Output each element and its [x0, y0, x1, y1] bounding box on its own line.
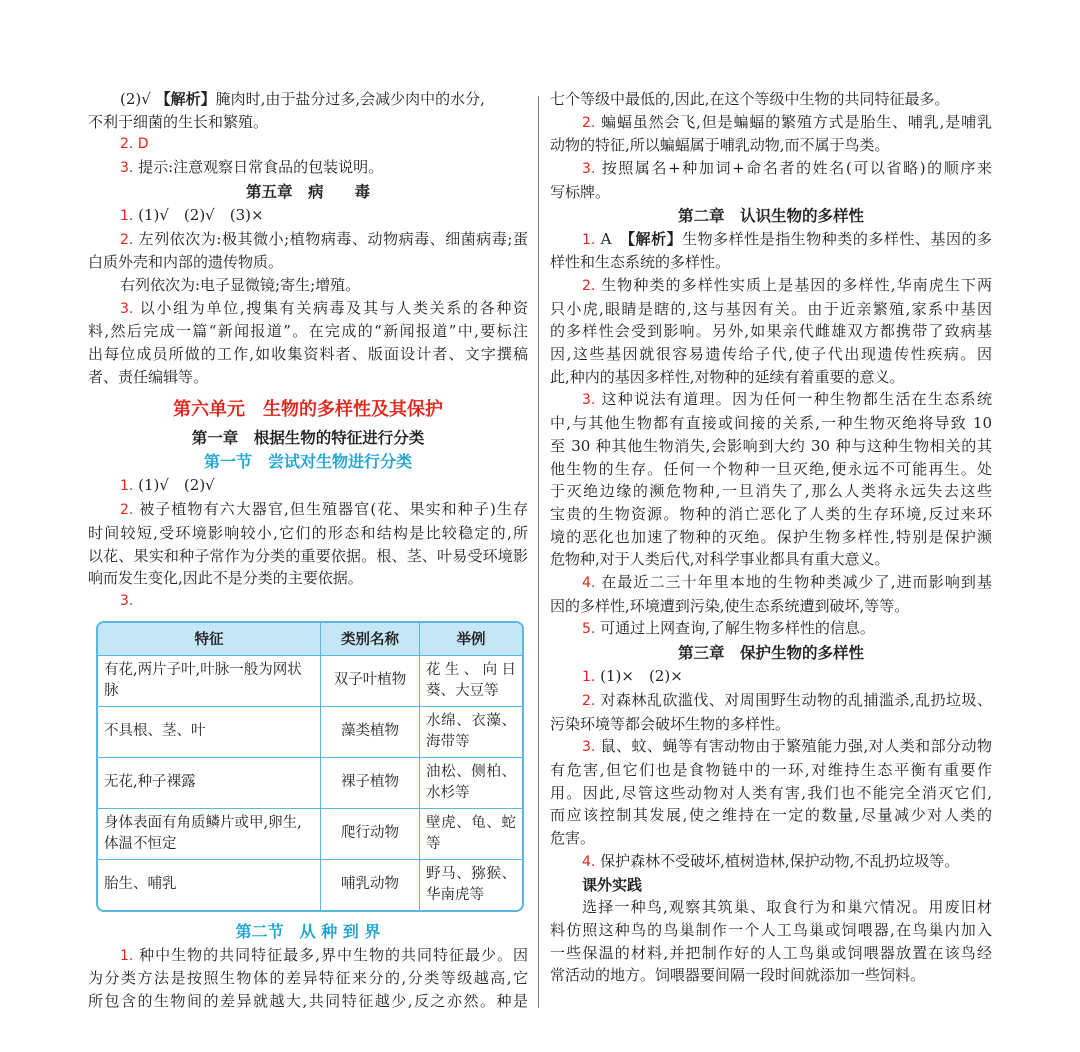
table-cell: 藻类植物 — [321, 707, 420, 758]
answer-line: 污染环境等都会破坏生物的多样性。 — [550, 714, 791, 733]
answer-line: 白质外壳和内部的遗传物质。 — [88, 253, 284, 272]
answer-line: 2. 生物种类的多样性实质上是基因的多样性,华南虎生下两 — [582, 275, 992, 294]
answer-line: 不利于细菌的生长和繁殖。 — [88, 112, 269, 131]
answer-line: 中,与其他生物都有直接或间接的关系,一种生物灭绝将导致 10 — [550, 414, 992, 433]
answer-line: 常活动的地方。饲喂器要间隔一段时间就添加一些饲料。 — [550, 966, 926, 985]
answer-line: 一些保温的材料,并把制作好的人工鸟巢或饲喂器放置在该鸟经 — [550, 943, 992, 962]
answer-line: 他生物的生存。任何一个物种一旦灭绝,便永远不可能再生。处 — [550, 459, 992, 478]
answer-line: 所包含的生物间的差异就越大,共同特征越少,反之亦然。种是 — [88, 992, 528, 1011]
table-cell: 胎生、哺乳 — [98, 860, 321, 910]
table-header: 类别名称 — [321, 623, 420, 656]
answer-line: 用。因此,尽管这些动物对人类有害,我们也不能完全消灭它们, — [550, 783, 992, 802]
table-row — [98, 860, 522, 910]
table-cell: 爬行动物 — [321, 809, 420, 860]
answer-line: 宝贵的生物资源。物种的消亡恶化了人类的生存环境,反过来环 — [550, 504, 992, 523]
answer-line: 2. 蝙蝠虽然会飞,但是蝙蝠的繁殖方式是胎生、哺乳,是哺乳 — [582, 112, 992, 131]
answer-line: 七个等级中最低的,因此,在这个等级中生物的共同特征最多。 — [550, 90, 950, 108]
answer-line: 样性和生态系统的多样性。 — [550, 253, 731, 272]
answer-line: 的多样性会受到影响。另外,如果亲代雌雄双方都携带了致病基 — [550, 322, 992, 341]
answer-line: 3. 鼠、蚊、蝇等有害动物由于繁殖能力强,对人类和部分动物 — [582, 737, 992, 756]
chapter-title: 第二章 认识生物的多样性 — [677, 206, 864, 225]
answer-line: 1. A 【解析】生物多样性是指生物种类的多样性、基因的多 — [582, 229, 992, 248]
answer-line: 3. 以小组为单位,搜集有关病毒及其与人类关系的各种资 — [120, 298, 528, 317]
answer-line: 右列依次为:电子显微镜;寄生;增殖。 — [120, 275, 361, 294]
table-cell: 花生、向日葵、大豆等 — [420, 656, 522, 707]
answer-line: 于灭绝边缘的濒危物种,一旦消失了,那么人类将永远失去这些 — [550, 482, 992, 501]
answer-line: 3. 按照属名+种加词+命名者的姓名(可以省略)的顺序来 — [582, 159, 992, 178]
table-cell: 水绵、衣藻、海带等 — [420, 707, 522, 758]
answer-line: 3. 这种说法有道理。因为任何一种生物都生活在生态系统 — [582, 390, 992, 409]
answer-line: 境的恶化也加速了物种的灭绝。保护生物多样性,特别是保护濒 — [550, 527, 992, 546]
table-cell: 身体表面有角质鳞片或甲,卵生,体温不恒定 — [98, 809, 321, 860]
table-row — [98, 809, 522, 860]
left-column — [88, 88, 528, 1013]
table-cell: 无花,种子裸露 — [98, 758, 321, 809]
answer-line: 4. 在最近二三十年里本地的生物种类减少了,进而影响到基 — [582, 573, 992, 592]
answer-line: 5. 可通过上网查询,了解生物多样性的信息。 — [582, 619, 875, 638]
answer-line: 料,然后完成一篇“新闻报道”。在完成的“新闻报道”中,要标注 — [88, 322, 528, 341]
table-cell: 裸子植物 — [321, 758, 420, 809]
chapter-title: 第五章 病 毒 — [245, 182, 370, 201]
answer-line: 为分类方法是按照生物体的差异特征来分的,分类等级越高,它 — [88, 969, 528, 988]
section-title: 第二节 从 种 到 界 — [235, 921, 381, 941]
answer-number: 3. — [120, 592, 134, 609]
table-cell: 有花,两片子叶,叶脉一般为网状脉 — [98, 656, 321, 707]
answer-line: 2. 被子植物有六大器官,但生殖器官(花、果实和种子)生存 — [120, 500, 528, 519]
answer-line: 响而发生变化,因此不是分类的主要依据。 — [88, 569, 363, 588]
answer-number: 2. D — [120, 136, 149, 153]
right-column — [550, 88, 992, 987]
answer-line: 4. 保护森林不受破坏,植树造林,保护动物,不乱扔垃圾等。 — [582, 851, 960, 870]
answer-line: 3. 提示:注意观察日常食品的包装说明。 — [120, 158, 384, 177]
answer-line: 时间较短,受环境影响较小,它们的形态和结构是比较稳定的,所 — [88, 523, 528, 542]
table-cell: 壁虎、龟、蛇等 — [420, 809, 522, 860]
table-header: 特征 — [98, 623, 321, 656]
unit-title: 第六单元 生物的多样性及其保护 — [173, 399, 443, 421]
practice-title: 课外实践 — [582, 875, 643, 894]
answer-line: 2. 左列依次为:极其微小;植物病毒、动物病毒、细菌病毒;蛋 — [120, 229, 528, 248]
table-cell: 不具根、茎、叶 — [98, 707, 321, 758]
table-row — [98, 758, 522, 809]
table-cell: 哺乳动物 — [321, 860, 420, 910]
chapter-title: 第三章 保护生物的多样性 — [677, 644, 864, 663]
answer-line: 1. (1)√ (2)√ — [120, 476, 215, 495]
classification-table — [96, 621, 524, 912]
answer-line: 者、责任编辑等。 — [88, 367, 209, 386]
answer-line: 危物种,对于人类后代,对科学事业都具有重大意义。 — [550, 550, 890, 569]
answer-line: 有危害,但它们也是食物链中的一环,对维持生态平衡有重要作 — [550, 760, 992, 779]
answer-line: 1. (1)√ (2)√ (3)× — [120, 205, 264, 224]
answer-line: 以花、果实和种子常作为分类的重要依据。根、茎、叶易受环境影 — [88, 546, 528, 565]
table-cell: 野马、猕猴、华南虎等 — [426, 865, 516, 903]
table-header: 举例 — [420, 623, 522, 656]
answer-line: 只小虎,眼睛是瞎的,这与基因有关。由于近亲繁殖,家系中基因 — [550, 299, 992, 318]
answer-line: 此,种内的基因多样性,对物种的延续有着重要的意义。 — [550, 367, 905, 386]
answer-line: 2. 对森林乱砍滥伐、对周围野生动物的乱捕滥杀,乱扔垃圾、 — [582, 690, 992, 709]
table-cell: 双子叶植物 — [321, 656, 420, 707]
answer-line: 因的多样性,环境遭到污染,使生态系统遭到破坏,等等。 — [550, 596, 910, 615]
chapter-title: 第一章 根据生物的特征进行分类 — [191, 429, 425, 448]
answer-line: 选择一种鸟,观察其筑巢、取食行为和巢穴情况。用废旧材 — [582, 898, 992, 917]
answer-line: (2)√ 【解析】腌肉时,由于盐分过多,会减少肉中的水分, — [120, 90, 485, 108]
answer-line: 1. (1)× (2)× — [582, 667, 683, 686]
table-cell: 油松、侧柏、水杉等 — [420, 758, 522, 809]
answer-line: 而应该控制其发展,使之维持在一定的数量,尽量减少对人类的 — [550, 806, 992, 825]
section-title: 第一节 尝试对生物进行分类 — [203, 452, 412, 472]
table-row — [98, 707, 522, 758]
table-row — [98, 656, 522, 707]
answer-line: 至 30 种其他生物消失,会影响到大约 30 种与这种生物相关的其 — [550, 436, 992, 455]
answer-line: 危害。 — [550, 829, 596, 848]
answer-line: 1. 种中生物的共同特征最多,界中生物的共同特征最少。因 — [120, 945, 528, 964]
column-divider — [538, 96, 539, 1008]
answer-line: 出每位成员所做的工作,如收集资料者、版面设计者、文字撰稿 — [88, 345, 528, 364]
answer-line: 写标牌。 — [550, 182, 611, 201]
answer-line: 因,这些基因就很容易遗传给子代,使子代出现遗传性疾病。因 — [550, 345, 992, 364]
answer-line: 料仿照这种鸟的鸟巢制作一个人工鸟巢或饲喂器,在鸟巢内加入 — [550, 920, 992, 939]
answer-line: 动物的特征,所以蝙蝠属于哺乳动物,而不属于鸟类。 — [550, 136, 890, 155]
